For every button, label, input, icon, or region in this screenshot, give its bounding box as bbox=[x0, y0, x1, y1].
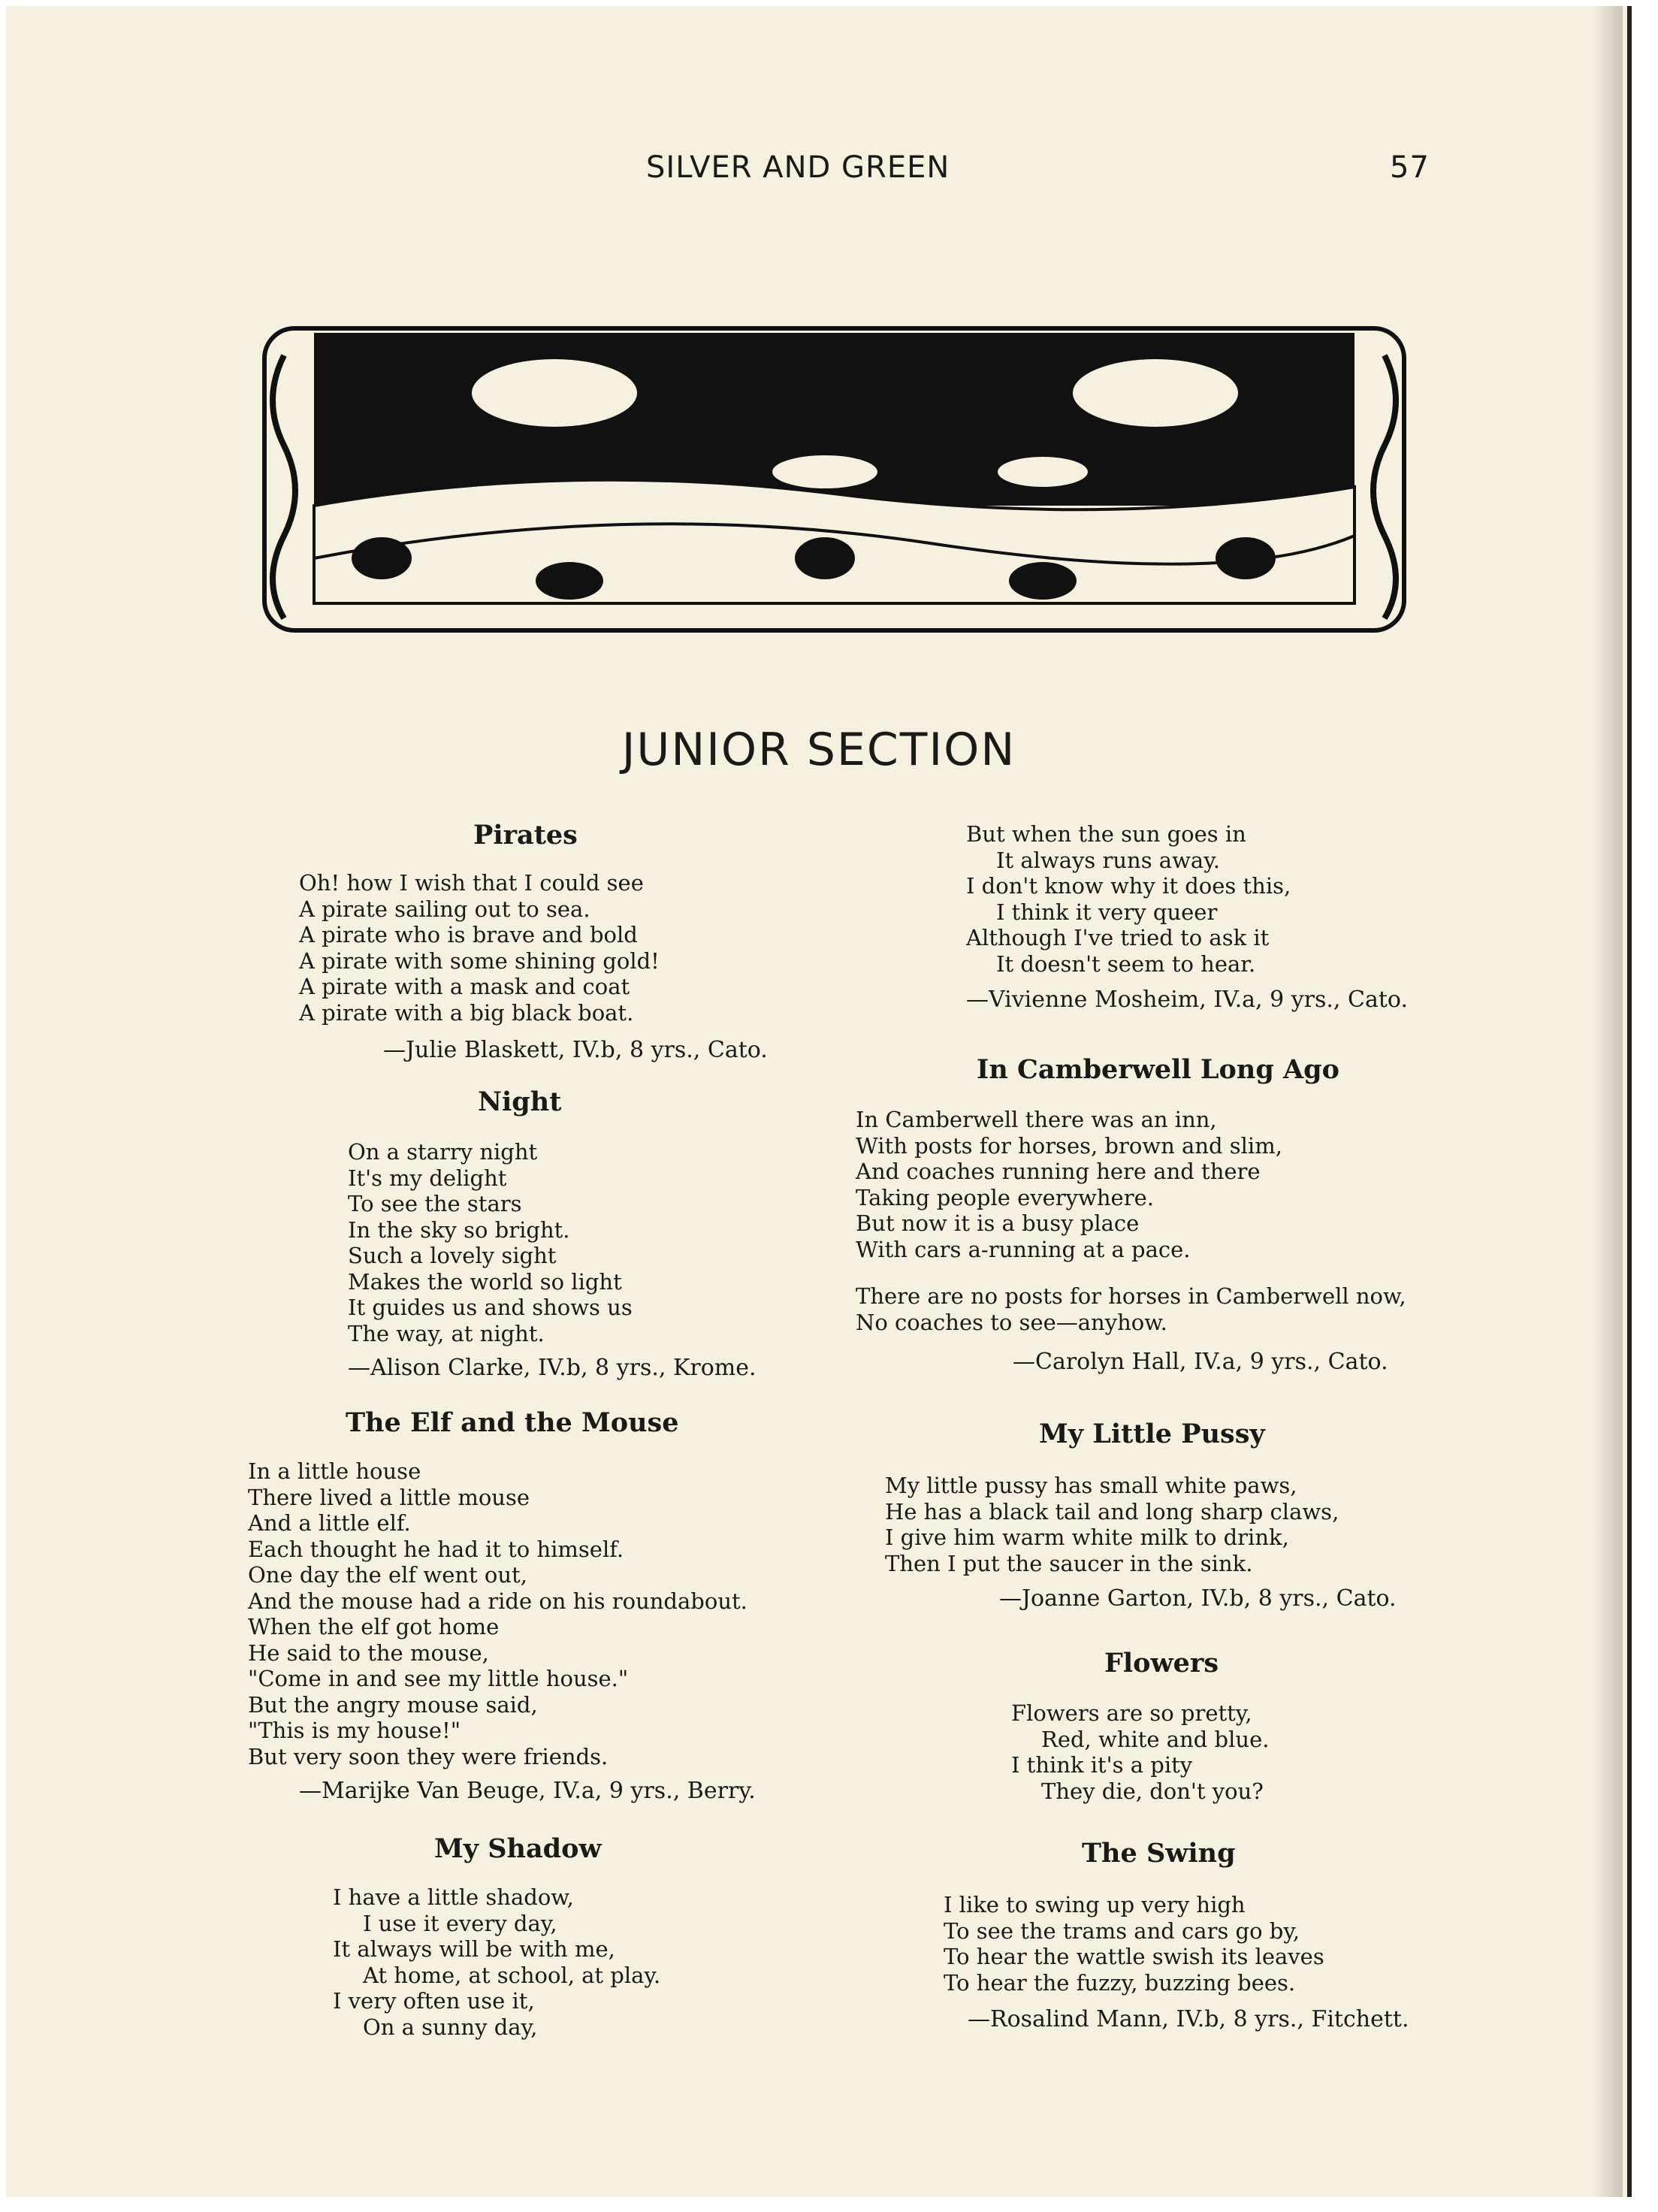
poem-line: At home, at school, at play. bbox=[363, 1962, 661, 1988]
poem-lines-shadow-continued bbox=[966, 821, 1291, 977]
poem-line: I don't know why it does this, bbox=[966, 873, 1291, 899]
poem-line: I very often use it, bbox=[333, 1988, 535, 2014]
poem-line: But very soon they were friends. bbox=[248, 1743, 609, 1769]
poem-line: To hear the wattle swish its leaves bbox=[944, 1944, 1324, 1969]
poem-line: A pirate with a mask and coat bbox=[299, 974, 630, 999]
poem-title-camberwell: In Camberwell Long Ago bbox=[977, 1054, 1339, 1085]
poem-line: Makes the world so light bbox=[348, 1268, 622, 1295]
poem-title-shadow: My Shadow bbox=[434, 1833, 602, 1864]
poem-line: "This is my house!" bbox=[248, 1718, 461, 1743]
section-title: JUNIOR SECTION bbox=[621, 724, 1016, 776]
poem-line: One day the elf went out, bbox=[248, 1562, 527, 1588]
poem-line: They die, don't you? bbox=[1041, 1778, 1264, 1804]
poem-line: Then I put the saucer in the sink. bbox=[885, 1550, 1253, 1576]
poem-credit-pussy: —Joanne Garton, IV.b, 8 yrs., Cato. bbox=[999, 1585, 1397, 1612]
poem-line: Red, white and blue. bbox=[1041, 1726, 1270, 1752]
poem-line: It guides us and shows us bbox=[348, 1295, 633, 1320]
page-edge-shadow bbox=[1593, 6, 1623, 2197]
poem-line: My little pussy has small white paws, bbox=[885, 1473, 1297, 1498]
poem-lines-flowers bbox=[1011, 1700, 1269, 1804]
poem-line: On a starry night bbox=[348, 1139, 538, 1165]
poem-line: In Camberwell there was an inn, bbox=[856, 1107, 1217, 1132]
poem-line: To see the trams and cars go by, bbox=[944, 1917, 1300, 1944]
poem-lines-camberwell-2 bbox=[856, 1283, 1406, 1335]
poem-lines-shadow bbox=[333, 1884, 660, 2040]
poem-line: I think it very queer bbox=[996, 899, 1218, 925]
poem-credit-swing: —Rosalind Mann, IV.b, 8 yrs., Fitchett. bbox=[968, 2006, 1409, 2032]
poem-line: It's my delight bbox=[348, 1165, 507, 1191]
poem-line: It always will be with me, bbox=[333, 1936, 615, 1962]
poem-title-pirates: Pirates bbox=[473, 820, 578, 851]
poem-line: Each thought he had it to himself. bbox=[248, 1536, 624, 1562]
running-header: SILVER AND GREEN bbox=[646, 150, 950, 185]
poem-line: Such a lovely sight bbox=[348, 1243, 557, 1268]
poem-lines-elf bbox=[248, 1458, 747, 1769]
poem-line: But when the sun goes in bbox=[966, 821, 1246, 847]
poem-line: I use it every day, bbox=[363, 1910, 557, 1936]
poem-credit-elf: —Marijke Van Beuge, IV.a, 9 yrs., Berry. bbox=[299, 1778, 756, 1804]
page-number: 57 bbox=[1390, 150, 1430, 185]
poem-line: Flowers are so pretty, bbox=[1011, 1700, 1252, 1726]
poem-credit-pirates: —Julie Blaskett, IV.b, 8 yrs., Cato. bbox=[383, 1037, 768, 1063]
poem-lines-camberwell bbox=[856, 1107, 1282, 1262]
poem-lines-pirates bbox=[299, 870, 660, 1026]
poem-line: And the mouse had a ride on his roundabout. bbox=[248, 1588, 747, 1614]
poem-title-night: Night bbox=[478, 1086, 562, 1117]
poem-line: A pirate who is brave and bold bbox=[299, 922, 638, 947]
poem-line: With posts for horses, brown and slim, bbox=[856, 1132, 1282, 1159]
poem-line: He has a black tail and long sharp claws, bbox=[885, 1498, 1339, 1525]
poem-line: No coaches to see—anyhow. bbox=[856, 1309, 1167, 1335]
poem-line: And a little elf. bbox=[248, 1510, 411, 1536]
decorative-banner-illustration bbox=[254, 310, 1415, 648]
poem-title-swing: The Swing bbox=[1082, 1838, 1236, 1869]
poem-line: I think it's a pity bbox=[1011, 1752, 1193, 1778]
poem-title-pussy: My Little Pussy bbox=[1039, 1419, 1265, 1449]
poem-line: I like to swing up very high bbox=[944, 1892, 1246, 1917]
poem-line: To see the stars bbox=[348, 1191, 522, 1216]
poem-title-flowers: Flowers bbox=[1104, 1648, 1219, 1679]
poem-lines-night bbox=[348, 1139, 633, 1346]
poem-credit-night: —Alison Clarke, IV.b, 8 yrs., Krome. bbox=[348, 1355, 757, 1381]
poem-line: But the angry mouse said, bbox=[248, 1691, 538, 1718]
poem-line: He said to the mouse, bbox=[248, 1639, 489, 1666]
poem-title-elf: The Elf and the Mouse bbox=[346, 1407, 679, 1438]
poem-line: The way, at night. bbox=[348, 1320, 545, 1346]
poem-line: In the sky so bright. bbox=[348, 1216, 570, 1243]
poem-line: With cars a-running at a pace. bbox=[856, 1236, 1191, 1262]
poem-line: To hear the fuzzy, buzzing bees. bbox=[944, 1969, 1296, 1996]
magazine-page bbox=[6, 6, 1632, 2197]
poem-line: Oh! how I wish that I could see bbox=[299, 870, 644, 896]
poem-line: But now it is a busy place bbox=[856, 1210, 1140, 1236]
poem-line: There lived a little mouse bbox=[248, 1484, 530, 1510]
poem-lines-swing bbox=[944, 1892, 1324, 1996]
poem-line: In a little house bbox=[248, 1458, 421, 1484]
poem-line: Although I've tried to ask it bbox=[966, 925, 1270, 950]
poem-line: "Come in and see my little house." bbox=[248, 1666, 629, 1691]
poem-credit-shadow: —Vivienne Mosheim, IV.a, 9 yrs., Cato. bbox=[966, 987, 1408, 1013]
poem-line: I give him warm white milk to drink, bbox=[885, 1525, 1289, 1550]
poem-line: And coaches running here and there bbox=[856, 1159, 1261, 1184]
poem-line: Taking people everywhere. bbox=[856, 1184, 1154, 1210]
poem-line: It always runs away. bbox=[996, 847, 1220, 873]
poem-line: On a sunny day, bbox=[363, 2014, 538, 2040]
poem-line: There are no posts for horses in Camberwell now, bbox=[856, 1283, 1406, 1309]
poem-credit-camberwell: —Carolyn Hall, IV.a, 9 yrs., Cato. bbox=[1013, 1349, 1388, 1375]
poem-lines-pussy bbox=[885, 1473, 1339, 1576]
poem-line: When the elf got home bbox=[248, 1614, 500, 1639]
poem-line: A pirate with a big black boat. bbox=[299, 999, 634, 1026]
poem-line: It doesn't seem to hear. bbox=[996, 950, 1256, 977]
poem-line: I have a little shadow, bbox=[333, 1884, 574, 1910]
poem-line: A pirate with some shining gold! bbox=[299, 947, 660, 974]
poem-line: A pirate sailing out to sea. bbox=[299, 896, 590, 922]
